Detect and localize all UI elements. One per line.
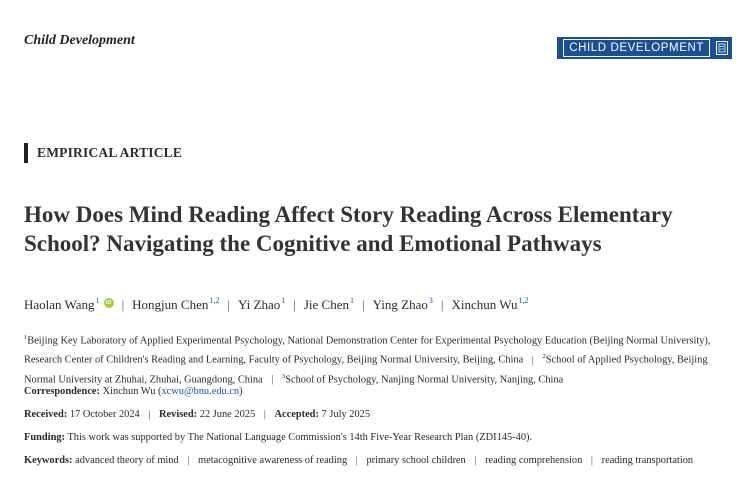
author-item[interactable]	[373, 297, 433, 313]
correspondence-label: Correspondence:	[24, 386, 100, 397]
author-item[interactable]	[238, 297, 285, 313]
accepted-label: Accepted:	[274, 409, 319, 420]
keyword-separator: |	[355, 455, 358, 466]
journal-logo-mark-icon	[716, 41, 728, 55]
keyword-item[interactable]: metacognitive awareness of reading	[198, 455, 348, 466]
author-item[interactable]	[24, 297, 114, 313]
author-affiliation-ref[interactable]: 1	[281, 296, 286, 305]
author-item[interactable]	[304, 297, 354, 313]
author-item[interactable]	[132, 297, 219, 313]
keyword-item[interactable]: primary school children	[366, 455, 466, 466]
affiliation-text: School of Applied Psychology, Beijing Normal University at Zhuhai, Zhuhai, Guangdong, China	[24, 354, 708, 386]
article-type-bar	[24, 143, 28, 163]
article-title: How Does Mind Reading Affect Story Reading Across Elementary School? Navigating the Cognitive and Emotional Pathways	[24, 202, 673, 256]
article-type	[24, 143, 182, 163]
author-name: Haolan Wang	[24, 297, 95, 312]
dates-line	[24, 409, 370, 420]
article-type-label: EMPIRICAL ARTICLE	[37, 145, 183, 160]
funding-label: Funding:	[24, 432, 66, 443]
keywords-line	[24, 455, 693, 466]
received-date: 17 October 2024	[69, 409, 140, 420]
author-name: Jie Chen	[303, 297, 349, 312]
author-affiliation-ref[interactable]: 3	[428, 296, 433, 305]
journal-logo[interactable]	[557, 37, 732, 59]
correspondence-name: Xinchun Wu	[102, 386, 156, 397]
received-label: Received:	[24, 409, 68, 420]
author-separator: |	[361, 297, 365, 312]
keyword-item[interactable]: reading transportation	[601, 455, 694, 466]
author-name: Yi Zhao	[237, 297, 281, 312]
funding-text: This work was supported by The National Language Commission's 14th Five-Year Research Plan (ZDI145-40).	[67, 432, 533, 443]
author-affiliation-ref[interactable]: 1	[95, 296, 100, 305]
keyword-separator: |	[590, 455, 594, 466]
author-separator: |	[227, 297, 230, 312]
affiliations	[24, 330, 724, 388]
author-affiliation-ref[interactable]: 1,2	[209, 296, 220, 305]
accepted-date: 7 July 2025	[321, 409, 371, 420]
keyword-separator: |	[187, 455, 190, 466]
affiliation-number: 3	[281, 372, 286, 380]
author-name: Xinchun Wu	[451, 297, 518, 312]
affiliation-separator: |	[531, 354, 534, 366]
affiliation-text: Beijing Key Laboratory of Applied Experimental Psychology, National Demonstration Center for Experimental Psychology Education (Beijing Normal University), Research Center of Children's Reading and Learning, Faculty of Psychology, Beijing Normal University, Beijing, China	[24, 335, 711, 366]
author-name: Ying Zhao	[372, 297, 428, 312]
journal-logo-text: CHILD DEVELOPMENT	[569, 42, 704, 54]
dates-separator: |	[263, 409, 266, 420]
author-item[interactable]	[451, 297, 528, 313]
revised-label: Revised:	[159, 409, 198, 420]
author-list	[24, 297, 529, 313]
affiliation-separator: |	[271, 374, 274, 386]
author-affiliation-ref[interactable]: 1,2	[518, 296, 529, 305]
author-separator: |	[440, 297, 444, 312]
dates-separator: |	[148, 409, 151, 420]
affiliation-number: 1	[24, 334, 28, 341]
author-separator: |	[121, 297, 125, 312]
affiliation-text: School of Psychology, Nanjing Normal University, Nanjing, China	[285, 374, 564, 386]
journal-header-title: Child Development	[24, 33, 135, 48]
journal-logo-frame	[563, 39, 710, 57]
revised-date: 22 June 2025	[199, 409, 256, 420]
correspondence-line: Correspondence: Xinchun Wu (xcwu@bnu.edu.cn)	[24, 386, 243, 397]
keyword-item[interactable]: advanced theory of mind	[75, 455, 179, 466]
keyword-item[interactable]: reading comprehension	[485, 455, 583, 466]
author-affiliation-ref[interactable]: 1	[349, 296, 354, 305]
orcid-icon[interactable]: iD	[104, 298, 114, 308]
affiliation-number: 2	[542, 353, 546, 361]
author-separator: |	[293, 297, 296, 312]
correspondence-email-link[interactable]: xcwu@bnu.edu.cn	[161, 386, 240, 397]
keyword-separator: |	[474, 455, 477, 466]
keywords-label: Keywords:	[24, 455, 73, 466]
funding-line	[24, 432, 532, 443]
author-name: Hongjun Chen	[132, 297, 209, 312]
